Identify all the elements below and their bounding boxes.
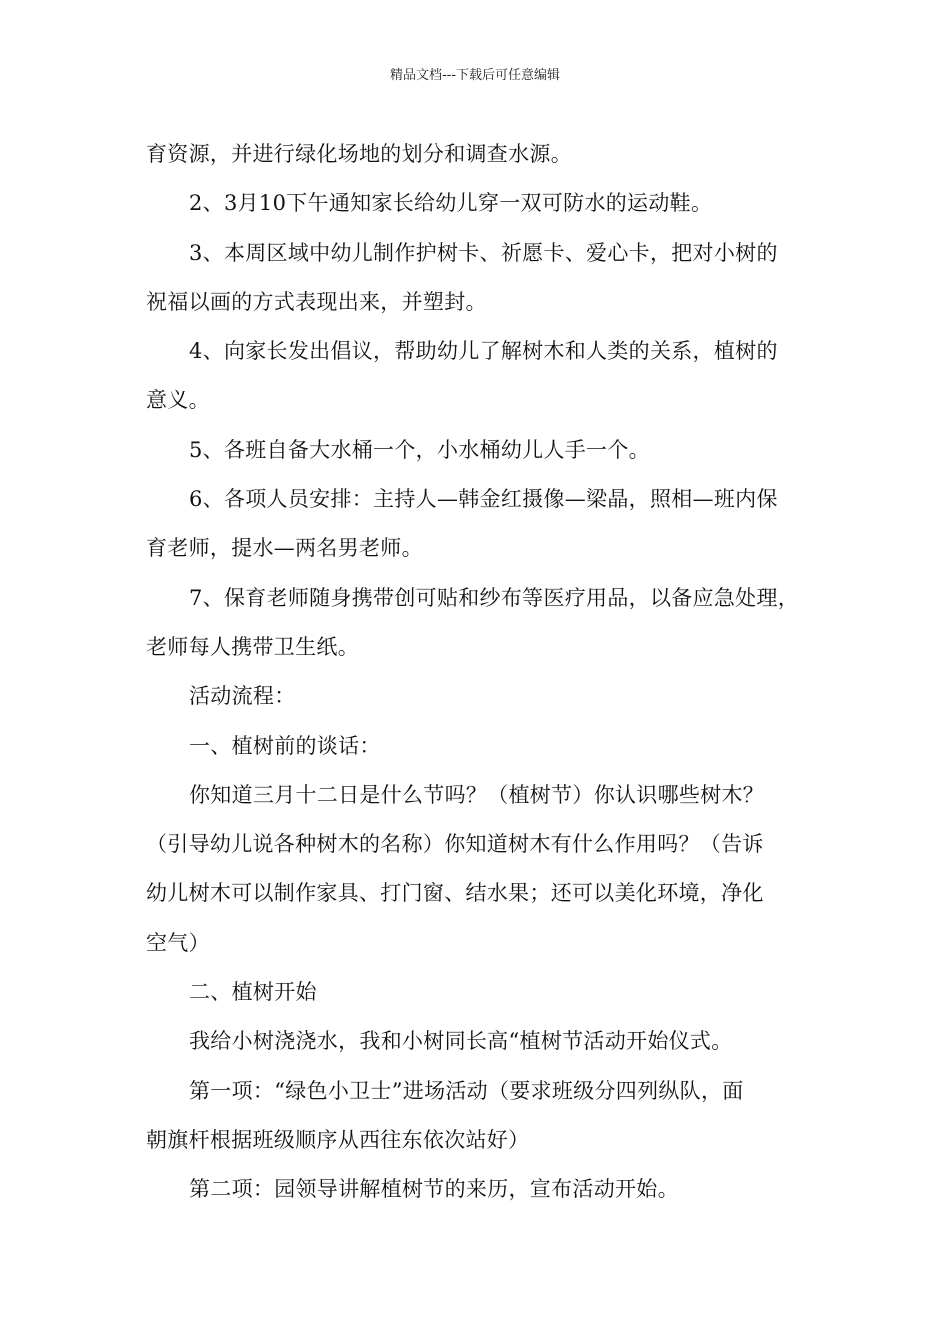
page-header: 精品文档---下载后可任意编辑 xyxy=(389,68,561,83)
text-line: 育资源，并进行绿化场地的划分和调查水源。 xyxy=(146,142,572,166)
text-line: 7、保育老师随身携带创可贴和纱布等医疗用品，以备应急处理， xyxy=(189,585,800,610)
text-line: 育老师，提水—两名男老师。 xyxy=(146,536,423,561)
section-heading: 二、植树开始 xyxy=(189,980,317,1005)
text-line: 幼儿树木可以制作家具、打门窗、结水果；还可以美化环境，净化 xyxy=(146,881,764,906)
section-heading: 一、植树前的谈话： xyxy=(189,733,381,758)
text-line: （引导幼儿说各种树木的名称）你知道树木有什么作用吗？（告诉 xyxy=(146,832,764,857)
text-line: 5、各班自备大水桶一个，小水桶幼儿人手一个。 xyxy=(189,437,650,462)
text-line: 我给小树浇浇水，我和小树同长高“植树节活动开始仪式。 xyxy=(189,1029,733,1054)
text-line: 2、3月10下午通知家长给幼儿穿一双可防水的运动鞋。 xyxy=(189,191,713,216)
text-line: 意义。 xyxy=(146,388,210,413)
text-line: 你知道三月十二日是什么节吗？（植树节）你认识哪些树木？ xyxy=(189,782,765,807)
text-line: 4、向家长发出倡议，帮助幼儿了解树木和人类的关系，植树的 xyxy=(189,339,778,364)
section-label: 活动流程： xyxy=(189,684,296,709)
text-line: 朝旗杆根据班级顺序从西往东依次站好） xyxy=(146,1127,530,1152)
text-line: 6、各项人员安排：主持人—韩金红摄像—梁晶，照相—班内保 xyxy=(189,487,778,512)
text-line: 3、本周区域中幼儿制作护树卡、祈愿卡、爱心卡，把对小树的 xyxy=(189,240,778,265)
text-line: 老师每人携带卫生纸。 xyxy=(146,634,359,659)
document-body xyxy=(146,130,811,1215)
text-line: 第二项：园领导讲解植树节的来历，宣布活动开始。 xyxy=(189,1177,679,1202)
text-line: 祝福以画的方式表现出来，并塑封。 xyxy=(146,289,487,314)
text-line: 第一项：“绿色小卫士”进场活动（要求班级分四列纵队，面 xyxy=(189,1078,744,1103)
text-line: 空气） xyxy=(146,930,210,955)
